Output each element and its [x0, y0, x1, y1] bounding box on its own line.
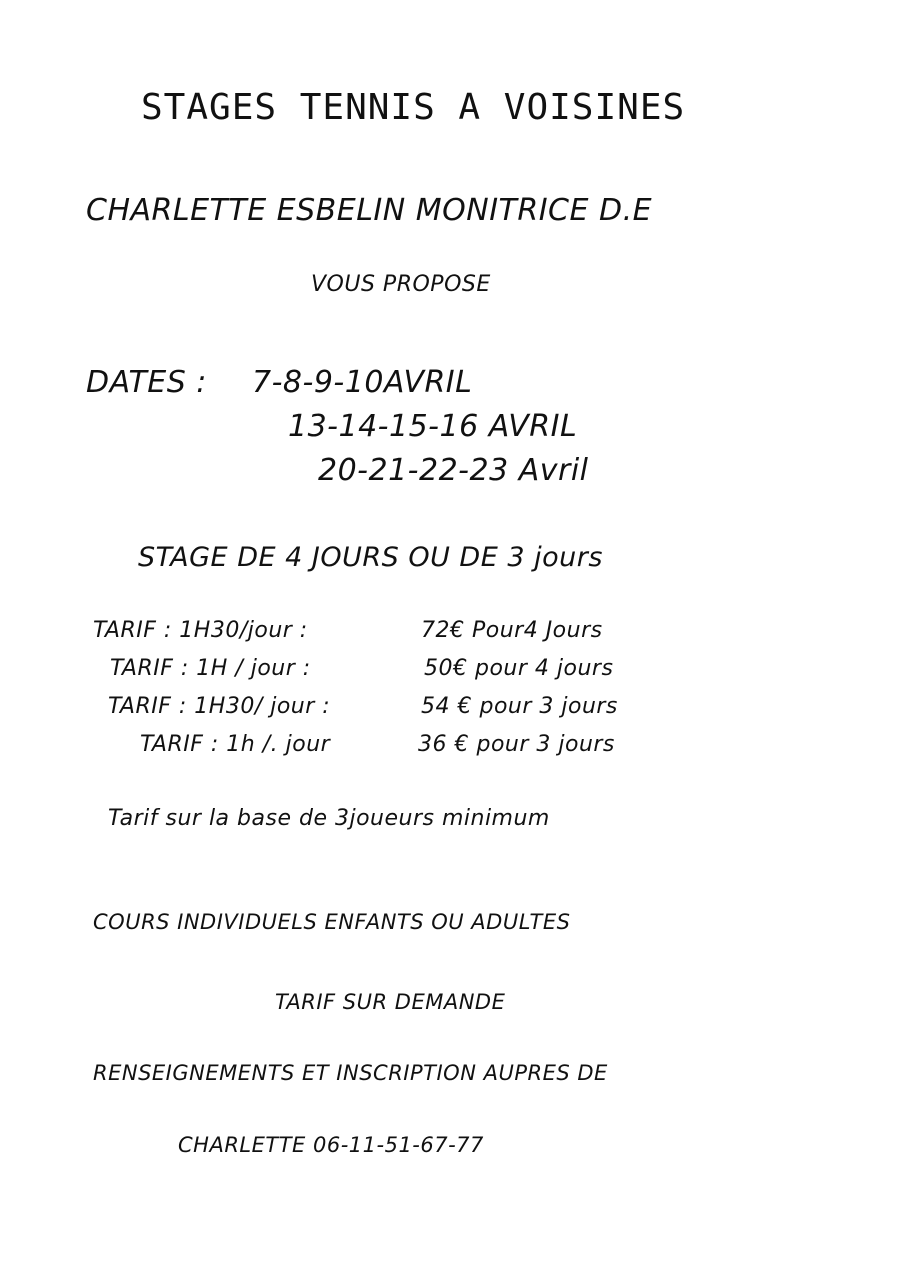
- info-line: RENSEIGNEMENTS ET INSCRIPTION AUPRES DE: [93, 1061, 608, 1085]
- tarif-row: [0, 620, 900, 648]
- contact-line: CHARLETTE 06-11-51-67-77: [178, 1133, 484, 1157]
- instructor-line: CHARLETTE ESBELIN MONITRICE D.E: [86, 193, 653, 228]
- offer-text: VOUS PROPOSE: [311, 272, 491, 297]
- tarif-price: 50€ pour 4 jours: [424, 656, 614, 681]
- individual-courses-line: COURS INDIVIDUELS ENFANTS OU ADULTES: [93, 910, 571, 934]
- tarif-label: TARIF : 1H / jour :: [110, 656, 311, 681]
- tarif-label: TARIF : 1h /. jour: [140, 732, 331, 757]
- tarif-price: 54 € pour 3 jours: [421, 694, 618, 719]
- tarif-price: 36 € pour 3 jours: [418, 732, 615, 757]
- date-line-1: 7-8-9-10AVRIL: [252, 365, 473, 400]
- tarif-label: TARIF : 1H30/ jour :: [108, 694, 331, 719]
- tarif-label: TARIF : 1H30/jour :: [93, 618, 308, 643]
- flyer-title: STAGES TENNIS A VOISINES: [141, 87, 686, 128]
- tarif-row: [0, 658, 900, 686]
- date-line-2: 13-14-15-16 AVRIL: [288, 409, 578, 444]
- tarif-demand-line: TARIF SUR DEMANDE: [275, 990, 506, 1014]
- dates-label: DATES :: [86, 365, 207, 400]
- tarif-row: [0, 734, 900, 762]
- date-line-3: 20-21-22-23 Avril: [318, 453, 589, 488]
- tarif-row: [0, 696, 900, 724]
- tarif-price: 72€ Pour4 Jours: [421, 618, 603, 643]
- tarif-note: Tarif sur la base de 3joueurs minimum: [108, 806, 550, 831]
- stage-type-line: STAGE DE 4 JOURS OU DE 3 jours: [138, 542, 603, 573]
